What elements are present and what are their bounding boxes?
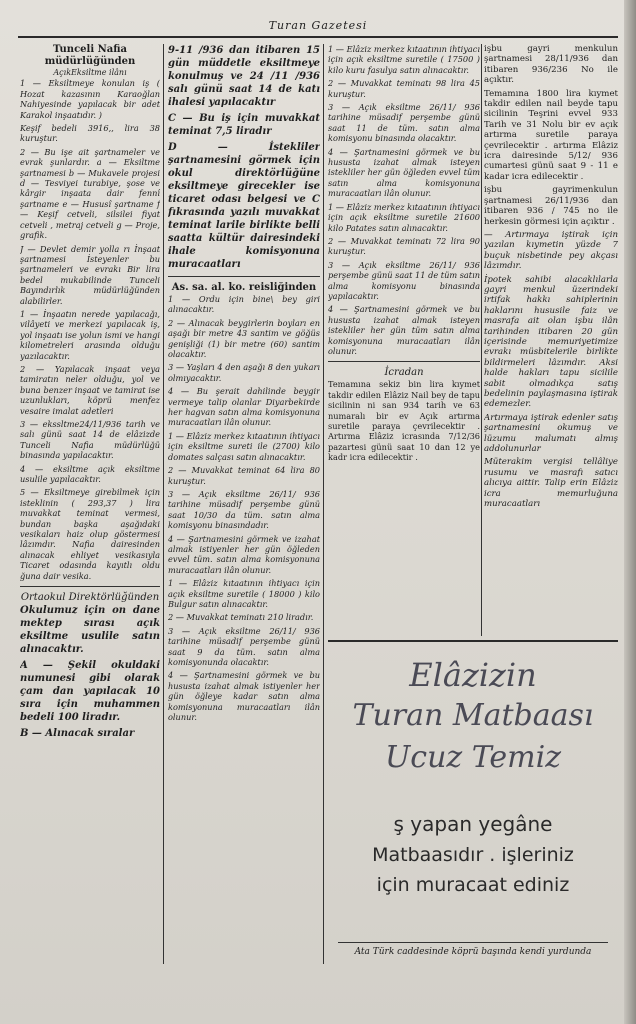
notice-paragraph: Temamına 1800 lira kıymet takdir edilen nail beyde tapu sicilinin Teşrini evvel 933 Tarih ve 31 Nolu bir ev açık artırma suretile paraya çevrilecektir . artırma Elâziz icra dairesinde 5/12/ 936 cumartesi günü saat 9 - 11 e kadar icra edilecektir . [484, 88, 618, 182]
matbaa-advertisement [328, 640, 618, 962]
notice-paragraph: 3 — Açık eksiltme 26/11/ 936 tarihine müsadif perşembe günü saat 9 da tüm. satın alma komisyonunda olacaktır. [168, 625, 320, 667]
column-2 [168, 44, 320, 964]
notice-paragraph: 4 — Bu şerait dahilinde beygir vermeye talip olanlar Diyarbekirde her hagvan satın alma komisyonuna muracaatları ilân olunur. [168, 386, 320, 428]
newspaper-title: Turan Gazetesi [268, 19, 368, 32]
notice-paragraph: 1 — Eksiltmeye konulan iş ( Hozat kazasının Karaoğlan Nahiyesinde yapılacak bir adet Karakol inşaatıdır. ) [20, 78, 160, 120]
notice-paragraph: işbu gayri menkulun şartnamesi 28/11/936 dan itibaren 936/236 No ile açıktır. [484, 44, 618, 86]
ad-footer: Ata Türk caddesinde köprü başında kendi yurdunda [338, 942, 608, 957]
notice-paragraph: 2 — Muvakkat teminatı 72 lira 90 kuruştur. [328, 235, 480, 257]
notice-paragraph: 1 — Elâziz merkez kıtaatının ihtiyacı için açık eksiltme suretile ( 17500 ) kilo kuru fasulya satın alınacaktır. [328, 44, 480, 75]
notice-paragraph: 5 — Eksiltmeye girebilmek için isteklinin ( 293,37 ) lira muvakkat teminat vermesi, bundan başka aşağıdaki vesikaları haiz olup göstermesi lâzımdır. Nafia dairesinden alınacak ehliyet vesikasıyla Ticaret odasında kayıtlı oldu ğuna dair vesika. [20, 487, 160, 581]
notice-paragraph: 1 — İnşaatın nerede yapılacağı, vilâyeti ve merkezi yapılacak iş, yol inşaatı ise yolun ismi ve hangi kilometreleri arasında olduğu yazılacaktır. [20, 308, 160, 361]
notice-paragraph: Keşif bedeli 3916,, lira 38 kuruştur. [20, 123, 160, 144]
notice-paragraph: 3 — Yaşları 4 den aşağı 8 den yukarı olmıyacaktır. [168, 362, 320, 383]
ad-line-6: için muracaat ediniz [376, 874, 570, 896]
notice-paragraph: 2 — Alınacak beygirlerin boyları en aşağı bir metre 43 santim ve göğüs genişliği (1) bir metre (60) santim olacaktır. [168, 317, 320, 360]
notice-paragraph: 2 — Yapılacak inşaat veya tamiratın neler olduğu, yol ve buna benzer inşaat ve tamirat ise uzunlukları, köprü menfez vesaire imalat adetleri [20, 363, 160, 416]
notice-title-icra: İcradan [384, 367, 424, 379]
notice-paragraph: Müterakim vergisi tellâliye rusumu ve masrafı satıcı alıcıya aittir. Talip erin Elâziz icra memurluğuna muracaatları [484, 457, 618, 510]
notice-paragraph: İpotek sahibi alacaklılarla gayri menkul üzerindeki irtifak hakkı sahiplerinin haklarını hususile faiz ve masrafa ait olan işbu ilân tarihinden itibaren 20 gün içerisinde memuriyetimize evrakı müsbitelerile birlikte bildirmeleri lâzımdır. Aksi halde hakları tapu sicilile sabit olmadıkça satış bedelinin paylaşmasına iştirak edemezler. [484, 274, 618, 410]
notice-paragraph: 9-11 /936 dan itibaren 15 gün müddetle eksiltmeye konulmuş ve 24 /11 /936 salı günü saat 14 de katı ihalesi yapılacaktır [168, 45, 320, 108]
notice-paragraph: — Artırmaya iştirak için yazılan kıymetin yüzde 7 buçuk nisbetinde pey akçası lâzımdır. [484, 229, 618, 272]
notice-paragraph: C — Bu iş için muvakkat teminat 7,5 liradır [168, 113, 320, 137]
notice-paragraph: 2 — Bu işe ait şartnameler ve evrak şunlardır. a — Eksiltme şartnamesi b — Mukavele projesi d — Tesviyei turabiye, şose ve kârgir inşaata dair fennî şartname e — Hususî şartname f — Keşif cetveli, silsilei fiyat cetveli , metraj cetveli g — Proje, grafik. [20, 146, 160, 241]
column-1 [20, 44, 160, 964]
divider [20, 586, 160, 587]
divider [328, 361, 480, 362]
column-rule-1 [163, 44, 164, 964]
ad-line-4: ş yapan yegâne [393, 812, 553, 836]
notice-subtitle: AçıkEksiltme ilânı [53, 68, 127, 77]
notice-paragraph: 4 — Şartnamesini görmek ve bu hususta izahat almak isteyen istekliler her gün tüm satın alma komisyonuna muracaatları ilân olunur. [328, 304, 480, 356]
column-4 [484, 44, 618, 634]
notice-paragraph: Okulumuz için on dane mektep sırası açık eksiltme usulile satın alınacaktır. [20, 605, 160, 656]
notice-paragraph: 4 — Şartnamesini görmek ve izahat almak istiyenler her gün öğleden evvel tüm. satın alma komisyonuna muracaatları ilân olunur. [168, 533, 320, 575]
notice-paragraph: Temamına sekiz bin lira kıymet takdir edilen Elâziz Nail bey de tapu sicilinin ni san 934 tarih ve 63 numaralı bir ev Açık artırma suretile paraya çevrilecektir . Artırma Elâziz icrasında 7/12/36 pazartesi günü saat 10 dan 12 ye kadr icra edilecektir . [328, 379, 480, 463]
notice-paragraph: 3 — Açık eksiltme 26/11/ 936 perşembe günü saat 11 de tüm satın alma komisyonu binasında yapılacaktır. [328, 259, 480, 301]
notice-paragraph: 1 — Elâziz kıtaatının ihtiyacı için açık eksiltme suretile ( 18000 ) kilo Bulgur satın alınacaktır. [168, 578, 320, 609]
notice-paragraph: 2 — Muvakkat teminatı 98 lira 45 kuruştur. [328, 78, 480, 99]
notice-title-tunceli: Tunceli Nafia müdürlüğünden [44, 44, 136, 67]
column-3 [328, 44, 480, 624]
notice-paragraph: 4 — eksiltme açık eksiltme usulile yapılacaktır. [20, 463, 160, 485]
notice-paragraph: 3 — ekssltme24/11/936 tarih ve salı günü saat 14 de elâzizde Tunceli Nafia müdürlüğü binasında yapılacaktır. [20, 419, 160, 461]
column-rule-3 [481, 44, 482, 636]
notice-paragraph: 3 — Açık eksiltme 26/11/ 936 tarihine müsadif perşembe günü saat 10/30 da tüm. satın alma komisyonu binasındadır. [168, 488, 320, 531]
notice-paragraph: 4 — Şartnamesini görmek ve bu hususta izahat almak isteyen istekliler her gün öğleden evvel tüm satın alma komisyonuna muracaatları ilân olunur. [328, 146, 480, 199]
divider [168, 276, 320, 277]
notice-paragraph: A — Şekil okuldaki numunesi gibi olarak çam dan yapılacak 10 sıra için muhammen bedeli 100 liradır. [20, 660, 160, 724]
notice-title-askeri: As. sa. al. ko. reisliğinden [171, 282, 317, 293]
notice-paragraph: J — Devlet demir yolla rı İnşaat şartnamesi İsteyenler bu şartnameleri ve evrakı Bir lira bedel mukabilinde Tunceli Bayındırlık müdürlüğünden alabilirler. [20, 243, 160, 306]
masthead [18, 14, 618, 38]
notice-paragraph: B — Alınacak sıralar [20, 728, 135, 740]
notice-paragraph: Artırmaya iştirak edenler satış şartnamesini okumuş ve lüzumu malumatı almış addolunurlar [484, 412, 618, 455]
notice-paragraph: 3 — Açık eksiltme 26/11/ 936 tarihine müsadif perşembe günü saat 11 de tüm. satın alma komisyonu binasında olacaktır. [328, 102, 480, 144]
notice-paragraph: işbu gayrimenkulun şartnamesi 26/11/936 dan itibaren 936 / 745 no ile herkesin görmesi için açıktır . [484, 185, 618, 227]
ad-line-1: Elâzizin [409, 656, 537, 694]
notice-paragraph: 1 — Elâziz merkez kıtaatının ihtiyacı için açık eksiltme suretile 21600 kilo Patates satın alınacaktır. [328, 201, 480, 233]
column-rule-2 [323, 44, 324, 964]
notice-paragraph: 4 — Şartnamesini görmek ve bu hususta izahat almak istiyenler her gün öğleye kadar satın alma komisyonuna muracaatları ilân olunur. [168, 670, 320, 723]
notice-paragraph: 2 — Muvakkat teminat 64 lira 80 kuruştur. [168, 465, 320, 486]
ad-line-5: Matbaasıdır . işleriniz [372, 844, 574, 866]
notice-paragraph: 2 — Muvakkat teminatı 210 liradır. [168, 612, 314, 623]
notice-paragraph: 1 — Elâziz merkez kıtaatının ihtiyacı için eksiltme sureti ile (2700) kilo domates salçası satın alınacaktır. [168, 430, 320, 462]
ad-line-3: Ucuz Temiz [384, 740, 562, 775]
notice-title-ortaokul: Ortaokul Direktörlüğünden [20, 592, 160, 604]
ad-line-2: Turan Matbaası [352, 698, 594, 733]
notice-paragraph: 1 — Ordu için bine\ bey giri alınacaktır. [168, 294, 320, 315]
notice-paragraph: D — İstekliler şartnamesini görmek için okul direktörlüğüne eksiltmeye girecekler ise ticaret odası belgesi ve C fıkrasında yazılı muvakkat teminat larile birlikte belli saatta kültür dairesindeki ihale komisyonuna muracaatları [168, 142, 320, 270]
page-edge-shadow [624, 0, 636, 1024]
